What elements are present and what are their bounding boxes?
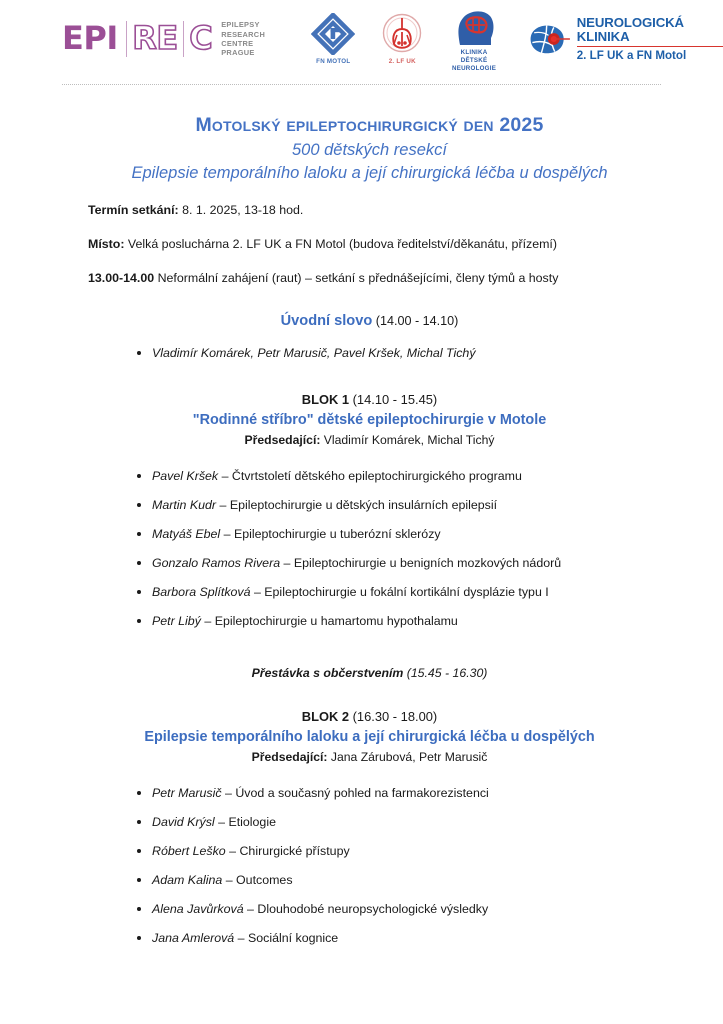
opening-heading	[88, 312, 651, 331]
info-place	[88, 236, 651, 252]
epirec-epi-text: EPI	[62, 19, 118, 57]
epirec-wordmark	[62, 19, 212, 59]
kdn-caption-line1: KLINIKA DĚTSKÉ	[460, 48, 488, 64]
talk-dash: –	[225, 844, 240, 858]
talk-speaker: Petr Libý	[152, 614, 201, 628]
neuro-title-line2: 2. LF UK a FN Motol	[576, 48, 687, 62]
blok1-chair-value: Vladimír Komárek, Michal Tichý	[320, 433, 495, 447]
blok1-chair-label: Předsedající:	[244, 433, 321, 447]
blok2-chair	[88, 749, 651, 765]
lf-uk-seal-icon	[381, 13, 423, 55]
table-row	[88, 555, 651, 571]
talk-speaker: Róbert Leško	[152, 844, 226, 858]
talk-speaker: Matyáš Ebel	[152, 527, 221, 541]
fn-motol-logo	[311, 13, 355, 66]
lf-uk-logo	[381, 13, 423, 66]
child-head-brain-icon	[451, 6, 497, 46]
talk-topic: Outcomes	[236, 873, 293, 887]
talk-dash: –	[216, 498, 230, 512]
talk-topic: Epileptochirurgie u dětských insulárních epilepsií	[229, 498, 498, 512]
epirec-tagline-line2: RESEARCH CENTRE	[221, 29, 266, 48]
epirec-tagline	[221, 20, 275, 58]
info-date-value: 8. 1. 2025, 13-18 hod.	[178, 203, 304, 217]
talk-dash: –	[234, 931, 248, 945]
blok1-line	[88, 391, 651, 408]
break-time: (15.45 - 16.30)	[403, 666, 488, 680]
info-prelude-time: 13.00-14.00	[88, 271, 155, 285]
page-title-year: 2025	[499, 114, 544, 136]
page-subtitle-1: 500 dětských resekcí	[292, 141, 447, 159]
table-row	[88, 468, 651, 484]
fn-motol-caption: FN MOTOL	[316, 57, 351, 65]
talk-topic: Epileptochirurgie u tuberózní sklerózy	[233, 527, 441, 541]
talk-speaker: Pavel Kršek	[152, 469, 219, 483]
epirec-tagline-line3: PRAGUE	[221, 48, 255, 58]
info-prelude-value: Neformální zahájení (raut) – setkání s přednášejícími, členy týmů a hosty	[154, 271, 559, 285]
opening-speakers: Vladimír Komárek, Petr Marusič, Pavel Kršek, Michal Tichý	[152, 346, 476, 360]
blok1-label: BLOK 1	[301, 392, 350, 407]
kdn-caption-line2: NEUROLOGIE	[451, 64, 497, 72]
talk-dash: –	[222, 873, 237, 887]
talk-topic: Epileptochirurgie u benigních mozkových nádorů	[293, 556, 562, 570]
talk-topic: Čtvrtstoletí dětského epileptochirurgického programu	[231, 469, 522, 483]
document-body	[0, 113, 723, 946]
blok1-talk-list	[88, 468, 651, 629]
page-subtitle-2: Epilepsie temporálního laloku a její chirurgická léčba u dospělých	[131, 164, 608, 182]
talk-dash: –	[218, 469, 232, 483]
table-row	[88, 497, 651, 513]
list-item	[88, 345, 651, 361]
talk-dash: –	[243, 902, 258, 916]
table-row	[88, 584, 651, 600]
blok2-chair-label: Předsedající:	[251, 750, 328, 764]
blok2-talk-list	[88, 785, 651, 946]
talk-topic: Dlouhodobé neuropsychologické výsledky	[257, 902, 489, 916]
info-place-value: Velká posluchárna 2. LF UK a FN Motol (budova ředitelství/děkanátu, přízemí)	[124, 237, 557, 251]
neuro-title-line1: NEUROLOGICKÁ KLINIKA	[576, 15, 684, 45]
page-title-text: Motolský epileptochirurgický den	[195, 114, 500, 136]
talk-dash: –	[250, 585, 265, 599]
table-row	[88, 843, 651, 859]
talk-speaker: Gonzalo Ramos Rivera	[152, 556, 281, 570]
neurologicka-klinika-logo	[527, 16, 723, 61]
info-date-label: Termín setkání:	[88, 203, 179, 217]
blok1-chair	[88, 432, 651, 448]
header-logo-strip	[0, 0, 723, 78]
epirec-divider-1	[126, 21, 128, 57]
talk-topic: Etiologie	[228, 815, 276, 829]
table-row	[88, 872, 651, 888]
blok2-chair-value: Jana Zárubová, Petr Marusič	[327, 750, 488, 764]
table-row	[88, 814, 651, 830]
talk-dash: –	[220, 527, 234, 541]
info-date	[88, 202, 651, 218]
blok1-time: (14.10 - 15.45)	[349, 392, 438, 407]
talk-dash: –	[221, 786, 236, 800]
epirec-tagline-line1: EPILEPSY	[221, 20, 260, 30]
talk-speaker: Adam Kalina	[152, 873, 223, 887]
talk-dash: –	[200, 614, 215, 628]
lf-uk-caption: 2. LF UK	[388, 57, 416, 65]
info-place-label: Místo:	[88, 237, 125, 251]
talk-dash: –	[214, 815, 229, 829]
page-title	[88, 113, 651, 137]
talk-dash: –	[280, 556, 294, 570]
opening-heading-time: (14.00 - 14.10)	[372, 314, 459, 328]
epirec-divider-2	[183, 21, 185, 57]
talk-topic: Úvod a současný pohled na farmakorezistenci	[235, 786, 489, 800]
info-prelude	[88, 270, 651, 286]
table-row	[88, 526, 651, 542]
talk-topic: Epileptochirurgie u fokální kortikální dysplázie typu I	[264, 585, 549, 599]
epirec-re-text: RE	[132, 19, 178, 57]
blok2-title: Epilepsie temporálního laloku a její chirurgická léčba u dospělých	[144, 729, 595, 745]
talk-speaker: David Krýsl	[152, 815, 215, 829]
neuro-red-rule	[577, 46, 723, 47]
blok2-time: (16.30 - 18.00)	[349, 709, 438, 724]
table-row	[88, 785, 651, 801]
talk-speaker: Jana Amlerová	[152, 931, 235, 945]
table-row	[88, 613, 651, 629]
header-dotted-divider	[62, 84, 661, 85]
epirec-c-text: C	[189, 19, 213, 57]
neuro-text-block	[577, 16, 723, 61]
talk-speaker: Barbora Splítková	[152, 585, 251, 599]
break-label: Přestávka s občerstvením	[251, 666, 404, 680]
opening-heading-text: Úvodní slovo	[280, 313, 373, 329]
epirec-logo	[62, 19, 275, 59]
talk-speaker: Martin Kudr	[152, 498, 217, 512]
talk-speaker: Petr Marusič	[152, 786, 222, 800]
opening-speaker-list	[88, 345, 651, 361]
talk-topic: Sociální kognice	[247, 931, 339, 945]
talk-topic: Chirurgické přístupy	[239, 844, 350, 858]
fn-motol-diamond-icon	[311, 13, 355, 55]
brain-target-icon	[527, 19, 570, 59]
table-row	[88, 901, 651, 917]
heartbeat-wave-icon	[19, 13, 41, 25]
blok2-line	[88, 708, 651, 725]
klinika-detske-neurologie-logo	[449, 6, 499, 73]
talk-topic: Epileptochirurgie u hamartomu hypothalamu	[214, 614, 458, 628]
break-line	[88, 665, 651, 682]
table-row	[88, 930, 651, 946]
talk-speaker: Alena Javůrková	[152, 902, 244, 916]
blok1-title: "Rodinné stříbro" dětské epileptochirurgie v Motole	[192, 412, 547, 428]
blok2-label: BLOK 2	[301, 709, 350, 724]
